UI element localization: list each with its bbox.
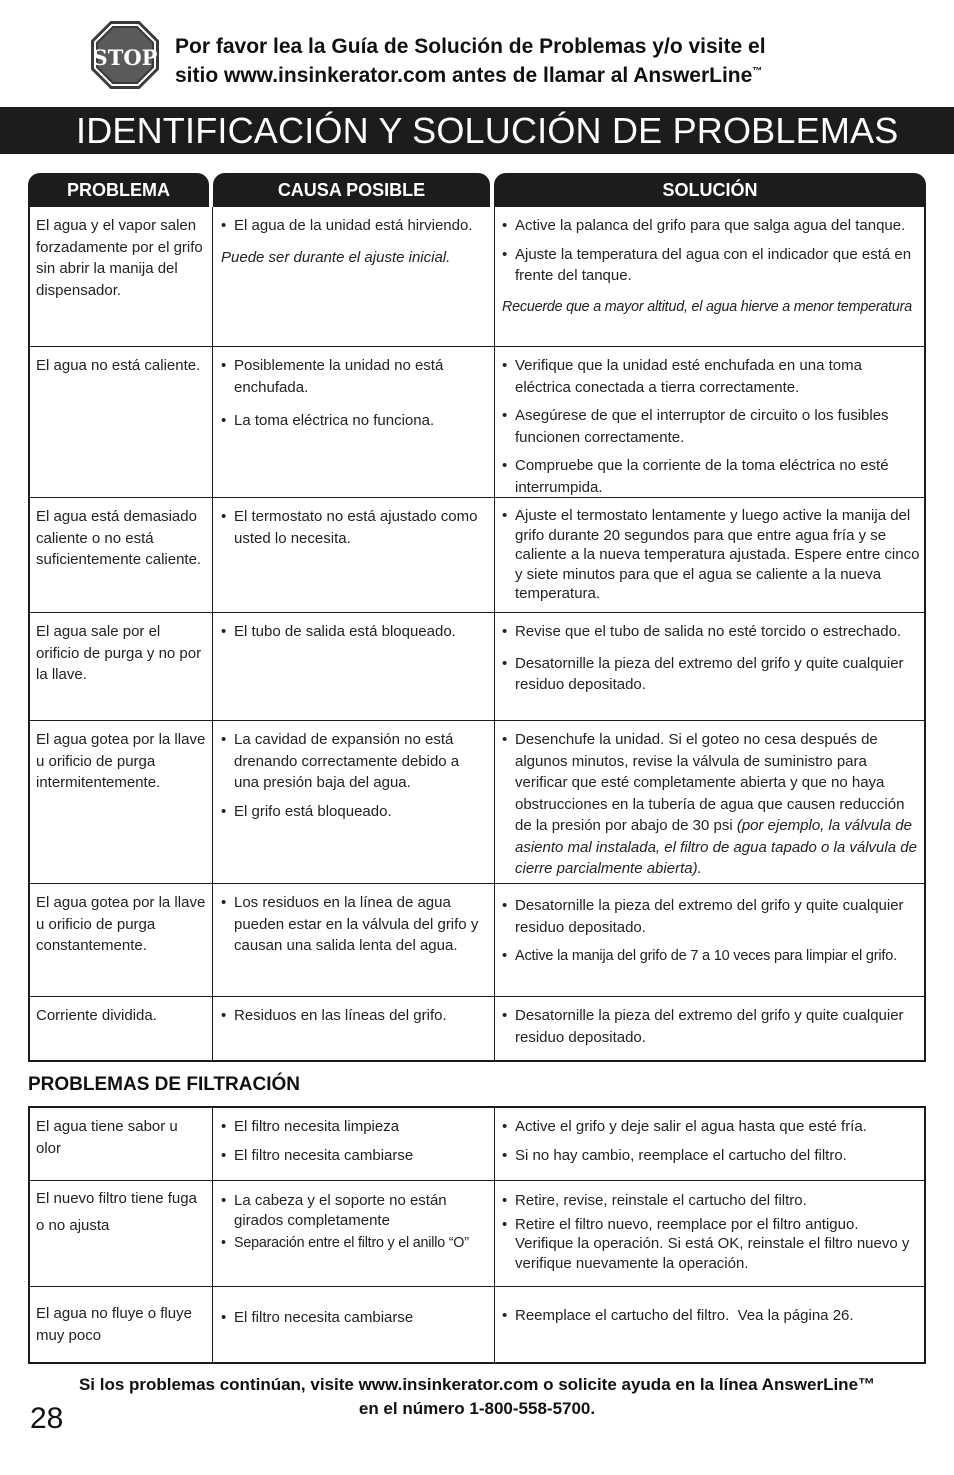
problem-cell: Corriente dividida.: [36, 1007, 157, 1024]
solution-item: • Ajuste la temperatura del agua con el indicador que está en frente del tanque.: [502, 244, 920, 287]
notice-text: [175, 34, 935, 88]
solution-cell: [494, 1287, 926, 1362]
solution-item: • Active la palanca del grifo para que salga agua del tanque.: [502, 215, 920, 237]
solution-note: Recuerde que a mayor altitud, el agua hierve a menor temperatura: [502, 298, 912, 315]
cause-cell: [212, 884, 494, 996]
cause-item: • Residuos en las líneas del grifo.: [221, 1005, 488, 1027]
problem-cell: El agua gotea por la llave u orificio de purga constantemente.: [36, 894, 206, 954]
solution-cell: [494, 884, 926, 996]
notice-line-2: [175, 59, 935, 88]
filtration-table: [28, 1106, 926, 1364]
solution-main-text: Desenchufe la unidad. Si el goteo no cesa después de algunos minutos, revise la válvula de suministro para verificar que esté completamente abierta y que no haya obstrucciones en la tubería de agua que causen reducción de la presión por abajo de 30 psi: [515, 731, 905, 834]
cause-item: • La cabeza y el soporte no están girados completamente: [221, 1191, 488, 1230]
table-row: [30, 1108, 924, 1180]
table-row: [30, 497, 924, 612]
page-title: IDENTIFICACIÓN Y SOLUCIÓN DE PROBLEMAS: [76, 110, 899, 151]
cause-cell: [212, 498, 494, 612]
cause-cell: [212, 347, 494, 497]
cause-item: • Posiblemente la unidad no está enchufada.: [221, 355, 488, 398]
solution-item: • Ajuste el termostato lentamente y luego active la manija del grifo durante 20 segundos para que entre agua fría y se caliente a la nueva temperatura ajustada. Espere entre cinco y siete minutos para que el agua se caliente a la nueva temperatura.: [502, 506, 920, 604]
solution-item: • Verifique que la unidad esté enchufada en una toma eléctrica conectada a tierra correctamente.: [502, 355, 920, 398]
solution-item: • Reemplace el cartucho del filtro. Vea la página 26.: [502, 1305, 920, 1327]
cause-item: • El filtro necesita cambiarse: [221, 1145, 488, 1167]
solution-item: • Retire el filtro nuevo, reemplace por el filtro antiguo. Verifique la operación. Si está OK, reinstale el filtro nuevo y verifique nuevamente la operación.: [502, 1215, 920, 1274]
problem-cell: El agua sale por el orificio de purga y no por la llave.: [36, 623, 202, 683]
cause-item: • El termostato no está ajustado como usted lo necesita.: [221, 506, 488, 549]
problem-cell: El agua tiene sabor u olor: [36, 1118, 178, 1157]
footer-line-1: Si los problemas continúan, visite www.insinkerator.com o solicite ayuda en la línea AnswerLine™: [78, 1375, 876, 1394]
solution-cell: [494, 721, 926, 883]
cause-item: • La cavidad de expansión no está drenando correctamente debido a una presión baja del agua.: [221, 729, 488, 794]
solution-item: • Revise que el tubo de salida no esté torcido o estrechado.: [502, 621, 920, 643]
problem-cell: El nuevo filtro tiene fuga o no ajusta: [36, 1190, 197, 1234]
cause-item: • El filtro necesita cambiarse: [221, 1307, 488, 1329]
solution-item: • Compruebe que la corriente de la toma eléctrica no esté interrumpida.: [502, 455, 920, 498]
table-row: [30, 720, 924, 883]
solution-item: • Retire, revise, reinstale el cartucho del filtro.: [502, 1191, 920, 1211]
cause-item: • Los residuos en la línea de agua pueden estar en la válvula del grifo y causan una salida lenta del agua.: [221, 892, 488, 957]
solution-item: • Active la manija del grifo de 7 a 10 veces para limpiar el grifo.: [502, 946, 920, 968]
table-row: [30, 612, 924, 720]
solution-cell: [494, 1108, 926, 1180]
troubleshooting-table: [28, 207, 926, 1062]
problem-cell: El agua gotea por la llave u orificio de purga intermitentemente.: [36, 731, 206, 791]
solution-cell: [494, 1181, 926, 1286]
header-cause: CAUSA POSIBLE: [213, 173, 490, 207]
solution-item: • Asegúrese de que el interruptor de circuito o los fusibles funcionen correctamente.: [502, 405, 920, 448]
table-row: [30, 346, 924, 497]
solution-cell: [494, 613, 926, 720]
cause-item: • El grifo está bloqueado.: [221, 801, 488, 823]
problem-cell: El agua no fluye o fluye muy poco: [36, 1305, 192, 1344]
solution-item: • Desatornille la pieza del extremo del grifo y quite cualquier residuo depositado.: [502, 653, 920, 696]
cause-item: • Separación entre el filtro y el anillo “O”: [221, 1234, 488, 1254]
cause-item: • El tubo de salida está bloqueado.: [221, 621, 488, 643]
solution-cell: [494, 997, 926, 1060]
cause-cell: [212, 997, 494, 1060]
cause-cell: [212, 207, 494, 346]
solution-item: • Si no hay cambio, reemplace el cartucho del filtro.: [502, 1145, 920, 1167]
table-row: [30, 1180, 924, 1286]
solution-cell: [494, 498, 926, 612]
trademark-symbol: ™: [752, 66, 763, 77]
solution-item: • Desatornille la pieza del extremo del grifo y quite cualquier residuo depositado.: [502, 1005, 920, 1048]
solution-italic-text: (por ejemplo, la válvula de asiento mal instalada, el filtro de agua tapado o la válvula de cierre parcialmente abierta).: [515, 817, 917, 877]
problem-cell: El agua está demasiado caliente o no está suficientemente caliente.: [36, 508, 202, 568]
cause-cell: [212, 721, 494, 883]
table-row: [30, 207, 924, 346]
solution-item: • Desatornille la pieza del extremo del grifo y quite cualquier residuo depositado.: [502, 895, 920, 938]
cause-cell: [212, 613, 494, 720]
footer-text: [40, 1373, 914, 1421]
solution-cell: [494, 207, 926, 346]
cause-cell: [212, 1108, 494, 1180]
solution-cell: [494, 347, 926, 497]
solution-item: • Active el grifo y deje salir el agua hasta que esté fría.: [502, 1116, 920, 1138]
footer-line-2: en el número 1-800-558-5700.: [358, 1399, 596, 1418]
stop-sign-icon: [90, 20, 160, 90]
header-problem: PROBLEMA: [28, 173, 209, 207]
solution-item: [502, 729, 920, 880]
problem-cell: El agua y el vapor salen forzadamente por el grifo sin abrir la manija del dispensador.: [36, 217, 203, 299]
table-row: [30, 996, 924, 1060]
table-row: [30, 883, 924, 996]
problem-cell: El agua no está caliente.: [36, 357, 201, 374]
title-banner: [0, 107, 954, 154]
cause-item: • El filtro necesita limpieza: [221, 1116, 488, 1138]
stop-sign-text: STOP: [92, 45, 158, 70]
notice-line-1: Por favor lea la Guía de Solución de Problemas y/o visite el: [175, 35, 766, 58]
header-solution: SOLUCIÓN: [494, 173, 926, 207]
cause-cell: [212, 1181, 494, 1286]
cause-note: Puede ser durante el ajuste inicial.: [221, 248, 451, 266]
filtration-section-title: PROBLEMAS DE FILTRACIÓN: [28, 1074, 300, 1095]
cause-cell: [212, 1287, 494, 1362]
notice-line-2-text: sitio www.insinkerator.com antes de llamar al AnswerLine: [175, 64, 753, 87]
cause-item: • El agua de la unidad está hirviendo.: [221, 215, 488, 237]
table-row: [30, 1286, 924, 1362]
page-number: 28: [30, 1402, 64, 1435]
cause-item: • La toma eléctrica no funciona.: [221, 410, 488, 432]
